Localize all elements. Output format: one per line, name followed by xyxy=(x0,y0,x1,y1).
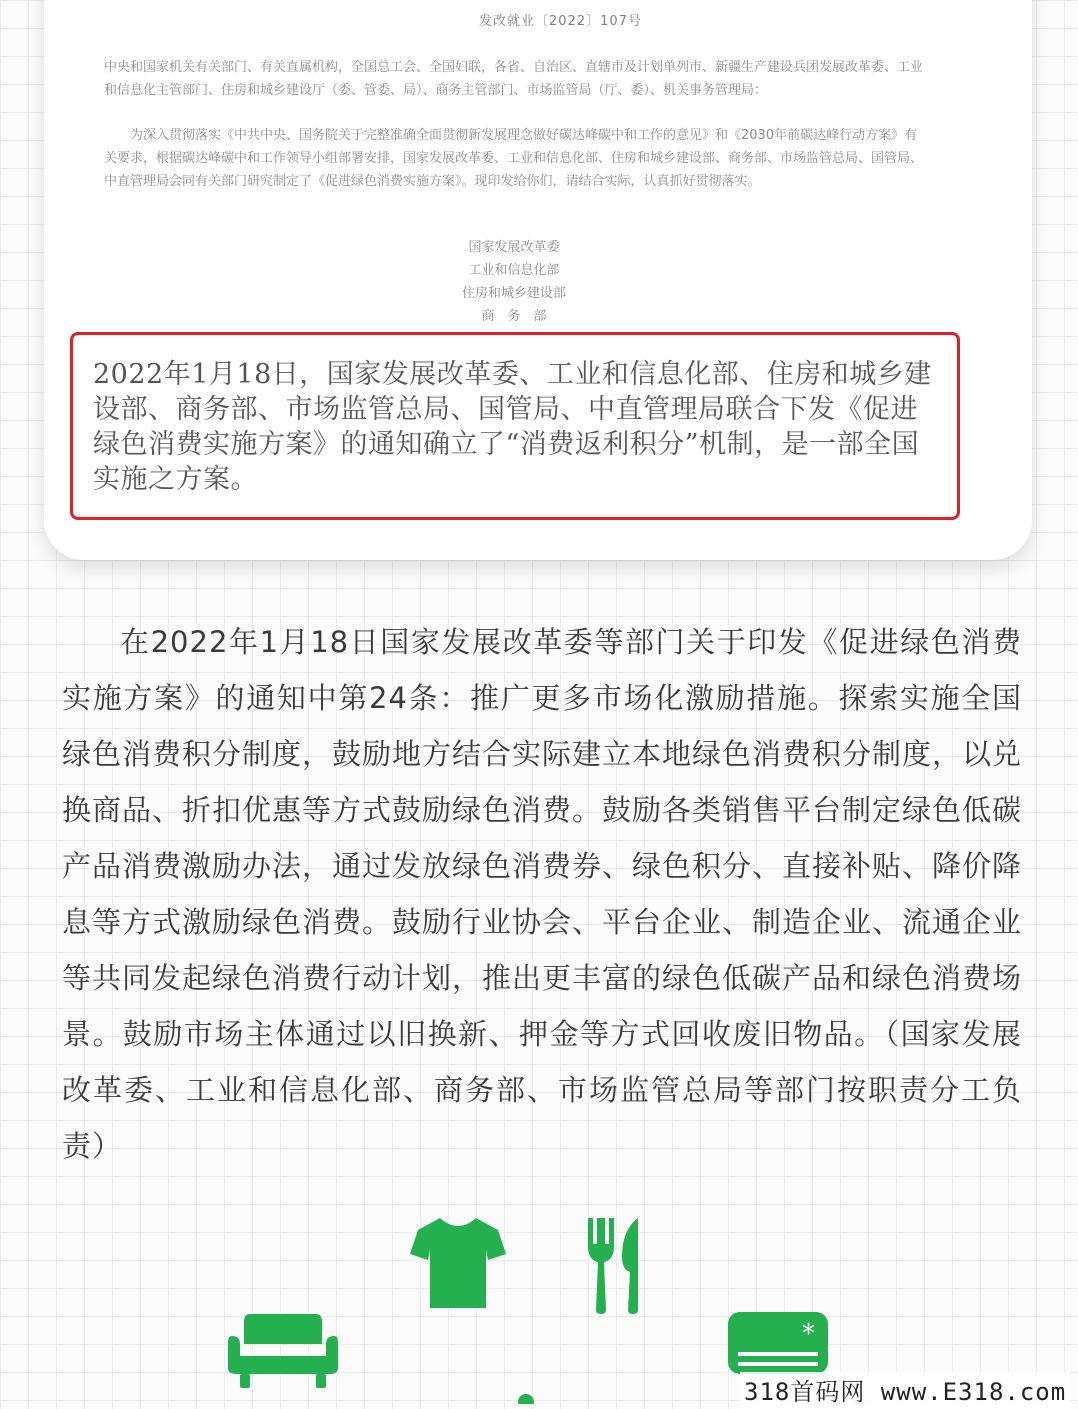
signers-block xyxy=(449,236,579,328)
signer: 工业和信息化部 xyxy=(468,263,560,278)
svg-text:*: * xyxy=(802,1319,815,1349)
document-number: 发改就业〔2022〕107号 xyxy=(479,14,642,29)
document-card xyxy=(44,0,1032,560)
highlight-box: 2022年1月18日，国家发展改革委、工业和信息化部、住房和城乡建设部、商务部、市场监管总局、国管局、中直管理局联合下发《促进绿色消费实施方案》的通知确立了“消费返利积分”机制，是一部全国实施之方案。 xyxy=(70,332,960,520)
fork-knife-icon xyxy=(584,1216,646,1314)
tshirt-icon xyxy=(410,1216,506,1308)
document-body-paragraph: 为深入贯彻落实《中共中央、国务院关于完整准确全面贯彻新发展理念做好碳达峰碳中和工作的意见》和《2030年前碳达峰行动方案》有关要求，根据碳达峰碳中和工作领导小组部署安排，国家发展改革委、工业和信息化部、住房和城乡建设部、商务部、市场监管总局、国管局、中直管理局会同有关部门研究制定了《促进绿色消费实施方案》。现印发给你们，请结合实际，认真抓好贯彻落实。 xyxy=(104,128,924,189)
sofa-icon xyxy=(228,1310,338,1390)
watermark: 318首码网 www.E318.com xyxy=(740,1372,1070,1409)
article-paragraph: 在2022年1月18日国家发展改革委等部门关于印发《促进绿色消费实施方案》的通知中第24条：推广更多市场化激励措施。探索实施全国绿色消费积分制度，鼓励地方结合实际建立本地绿色消费积分制度，以兑换商品、折扣优惠等方式鼓励绿色消费。鼓励各类销售平台制定绿色低碳产品消费激励办法，通过发放绿色消费券、绿色积分、直接补贴、降价降息等方式激励绿色消费。鼓励行业协会、平台企业、制造企业、流通企业等共同发起绿色消费行动计划，推出更丰富的绿色低碳产品和绿色消费场景。鼓励市场主体通过以旧换新、押金等方式回收废旧物品。（国家发展改革委、工业和信息化部、商务部、市场监管总局等部门按职责分工负责） xyxy=(62,625,1023,1163)
signer: 商 务 部 xyxy=(481,309,547,324)
addressee-paragraph: 中央和国家机关有关部门、有关直属机构，全国总工会、全国妇联，各省、自治区、直辖市及计划单列市、新疆生产建设兵团发展改革委、工业和信息化主管部门、住房和城乡建设厅（委、管委、局）、商务主管部门、市场监管局（厅、委）、机关事务管理局： xyxy=(104,60,924,98)
decorative-dots xyxy=(512,1390,552,1404)
signer: 住房和城乡建设部 xyxy=(461,286,566,301)
signer: 国家发展改革委 xyxy=(468,240,560,255)
